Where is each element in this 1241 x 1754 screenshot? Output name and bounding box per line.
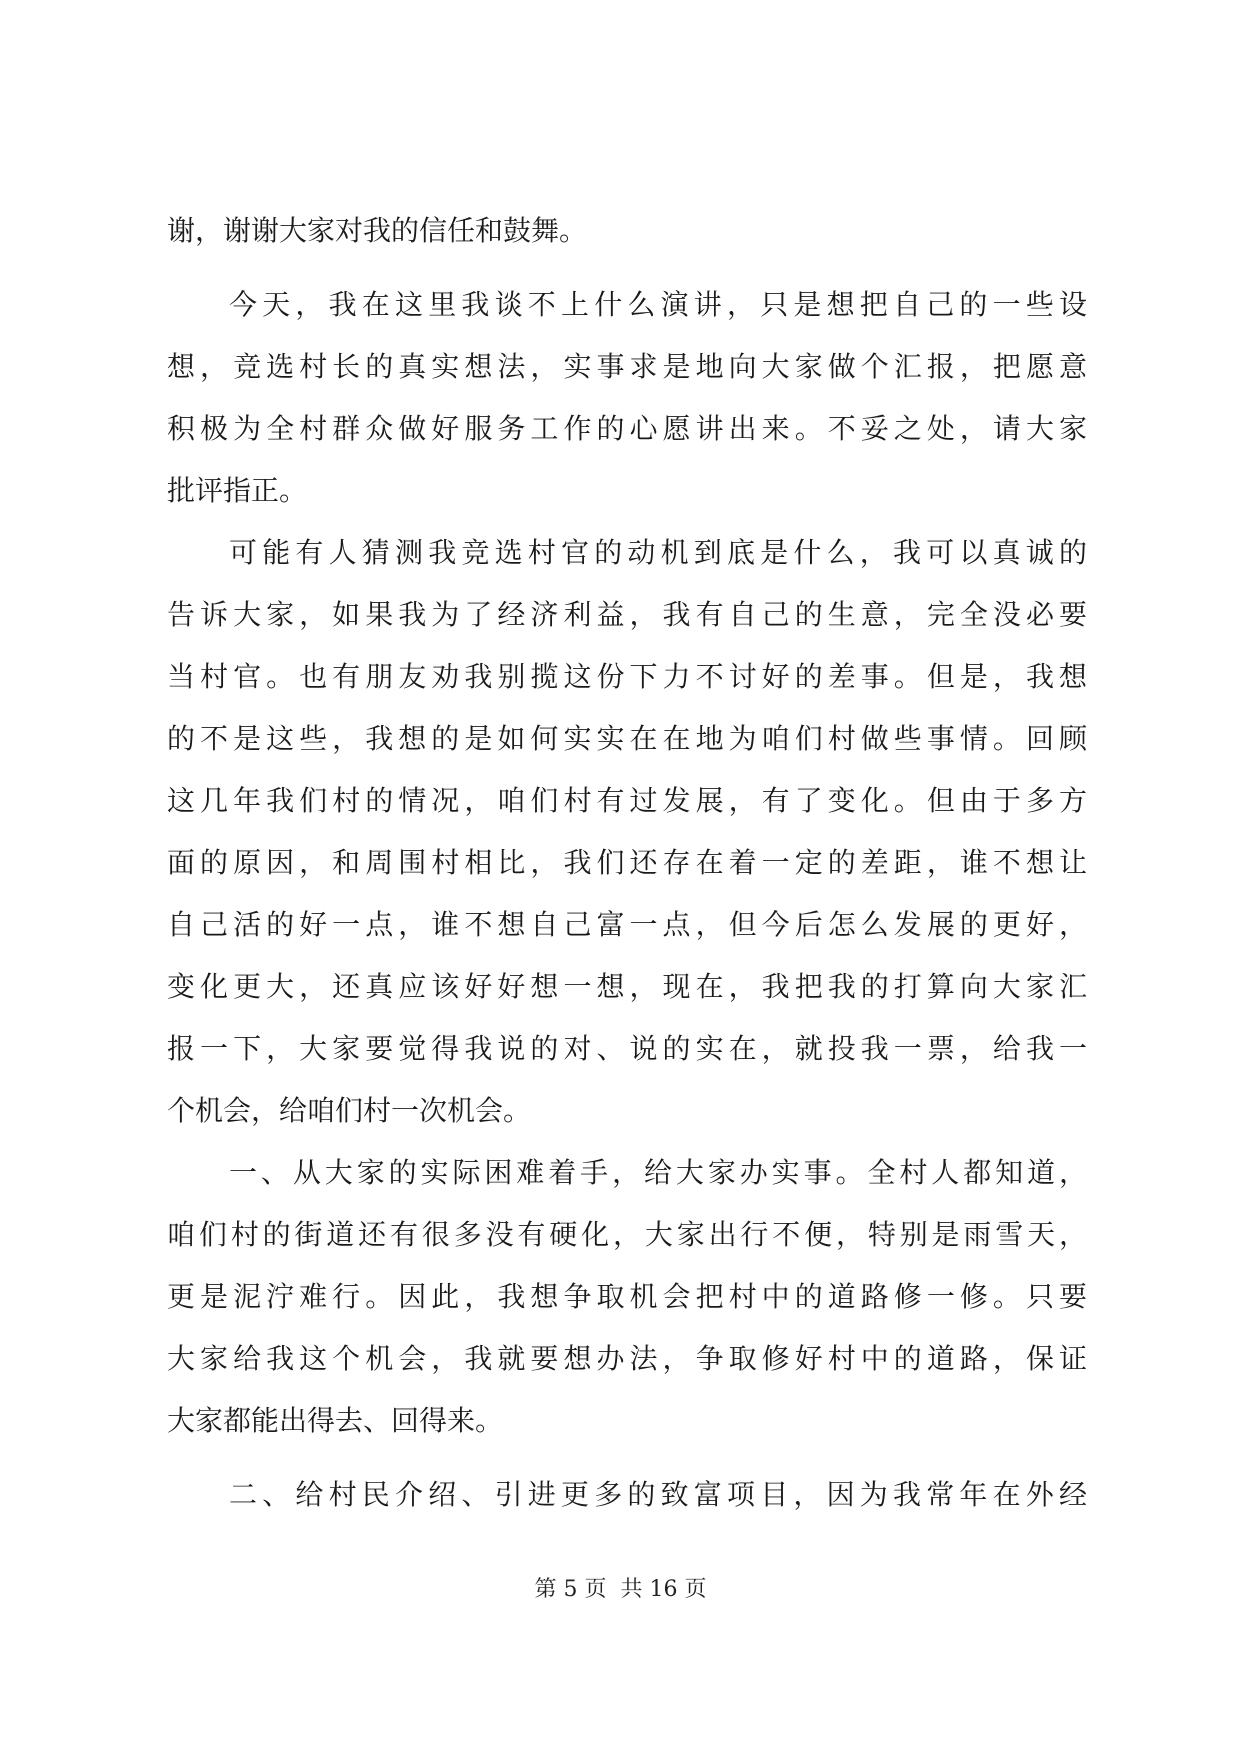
text-line: 告诉大家，如果我为了经济利益，我有自己的生意，完全没必要 bbox=[167, 598, 1087, 631]
text-line: 今天，我在这里我谈不上什么演讲，只是想把自己的一些设 bbox=[229, 288, 1087, 321]
text-line: 批评指正。 bbox=[167, 474, 308, 507]
text-line: 想，竞选村长的真实想法，实事求是地向大家做个汇报，把愿意 bbox=[167, 350, 1087, 383]
text-line: 变化更大，还真应该好好想一想，现在，我把我的打算向大家汇 bbox=[167, 970, 1087, 1003]
text-line: 积极为全村群众做好服务工作的心愿讲出来。不妥之处，请大家 bbox=[167, 412, 1087, 445]
text-line: 谢，谢谢大家对我的信任和鼓舞。 bbox=[167, 214, 588, 247]
text-line: 大家都能出得去、回得来。 bbox=[167, 1404, 504, 1437]
document-body bbox=[167, 200, 1087, 1526]
text-line: 二、给村民介绍、引进更多的致富项目，因为我常年在外经 bbox=[229, 1478, 1087, 1511]
text-line: 自己活的好一点，谁不想自己富一点，但今后怎么发展的更好， bbox=[167, 908, 1087, 941]
text-line: 报一下，大家要觉得我说的对、说的实在，就投我一票，给我一 bbox=[167, 1032, 1087, 1065]
text-line: 一、从大家的实际困难着手，给大家办实事。全村人都知道， bbox=[229, 1156, 1087, 1189]
text-line: 咱们村的街道还有很多没有硬化，大家出行不便，特别是雨雪天， bbox=[167, 1218, 1087, 1251]
text-line: 这几年我们村的情况，咱们村有过发展，有了变化。但由于多方 bbox=[167, 784, 1087, 817]
page-number: 第 5 页 共 16 页 bbox=[534, 1577, 707, 1602]
text-line: 当村官。也有朋友劝我别揽这份下力不讨好的差事。但是，我想 bbox=[167, 660, 1087, 693]
text-line: 可能有人猜测我竞选村官的动机到底是什么，我可以真诚的 bbox=[229, 536, 1087, 569]
text-line: 面的原因，和周围村相比，我们还存在着一定的差距，谁不想让 bbox=[167, 846, 1087, 879]
text-line: 个机会，给咱们村一次机会。 bbox=[167, 1094, 532, 1127]
page-footer bbox=[0, 1575, 1241, 1605]
text-line: 更是泥泞难行。因此，我想争取机会把村中的道路修一修。只要 bbox=[167, 1280, 1087, 1313]
text-line: 的不是这些，我想的是如何实实在在地为咱们村做些事情。回顾 bbox=[167, 722, 1087, 755]
text-line: 大家给我这个机会，我就要想办法，争取修好村中的道路，保证 bbox=[167, 1342, 1087, 1375]
